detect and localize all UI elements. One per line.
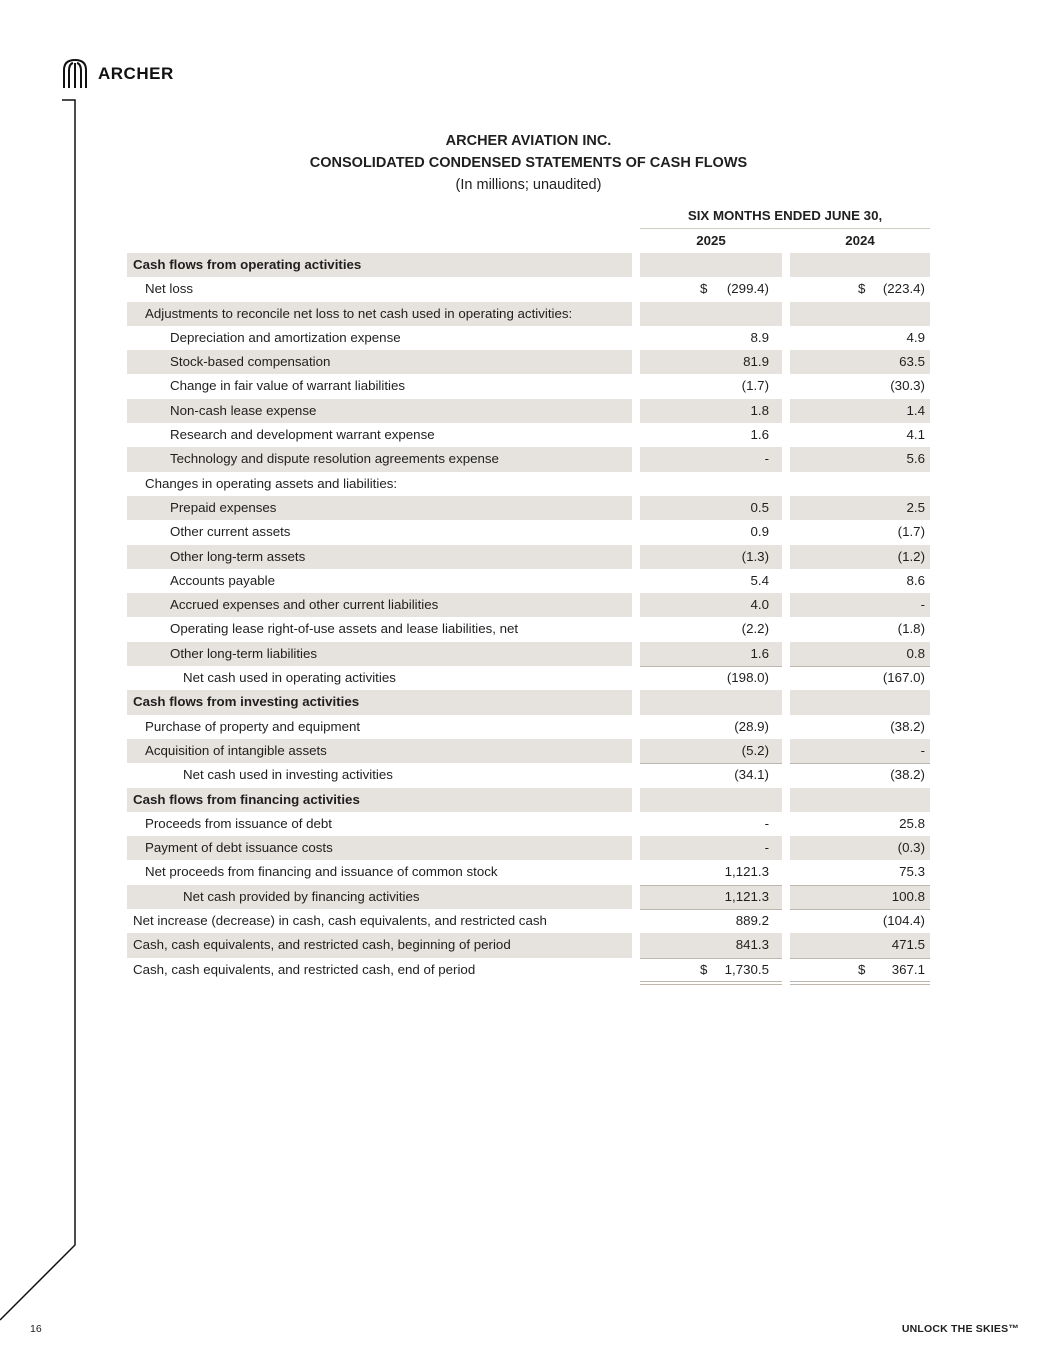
table-row	[127, 447, 930, 471]
value-2025: 8.9	[750, 329, 769, 345]
value-2025: (1.3)	[741, 548, 769, 564]
total-rule	[640, 958, 782, 959]
value-2025: (5.2)	[741, 742, 769, 758]
total-rule	[640, 909, 782, 910]
decorative-side-line	[0, 0, 90, 1330]
column-gap	[632, 447, 640, 471]
table-row	[127, 885, 930, 909]
column-gap	[782, 933, 790, 957]
value-2024: (38.2)	[890, 767, 925, 783]
column-gap	[782, 715, 790, 739]
column-gap	[632, 617, 640, 641]
table-row	[127, 788, 930, 812]
table-row	[127, 909, 930, 933]
statement-units: (In millions; unaudited)	[455, 177, 602, 193]
row-label: Payment of debt issuance costs	[145, 840, 333, 856]
row-label: Research and development warrant expense	[170, 427, 435, 443]
value-2025: 1.6	[750, 427, 769, 443]
column-gap	[632, 812, 640, 836]
table-row	[127, 812, 930, 836]
table-row	[127, 277, 930, 301]
column-gap	[632, 788, 640, 812]
table-row	[127, 302, 930, 326]
column-gap	[782, 812, 790, 836]
row-label: Operating lease right-of-use assets and lease liabilities, net	[170, 621, 519, 637]
total-rule	[640, 763, 782, 764]
row-label: Prepaid expenses	[170, 499, 277, 515]
column-gap	[632, 423, 640, 447]
column-gap	[632, 302, 640, 326]
column-gap	[782, 253, 790, 277]
value-2024: 5.6	[906, 451, 925, 467]
row-label: Adjustments to reconcile net loss to net cash used in operating activities:	[145, 305, 573, 321]
archer-arch-icon	[62, 58, 88, 90]
value-2024: 2.5	[906, 499, 925, 515]
table-row	[127, 642, 930, 666]
value-2024: 0.8	[906, 645, 925, 661]
row-label: Accounts payable	[170, 572, 275, 588]
statement-title: CONSOLIDATED CONDENSED STATEMENTS OF CASH FLOWS	[309, 155, 748, 171]
row-label: Change in fair value of warrant liabilities	[170, 378, 406, 394]
row-label: Stock-based compensation	[170, 354, 331, 370]
value-2025: 4.0	[750, 597, 769, 613]
table-row	[127, 715, 930, 739]
row-label: Other long-term assets	[170, 548, 306, 564]
column-gap	[782, 374, 790, 398]
double-underline	[790, 981, 930, 985]
row-label: Net loss	[145, 281, 194, 297]
column-gap	[782, 326, 790, 350]
row-label: Proceeds from issuance of debt	[145, 815, 332, 831]
total-rule	[790, 885, 930, 886]
column-gap	[632, 326, 640, 350]
column-gap	[632, 860, 640, 884]
table-row	[127, 666, 930, 690]
value-2024: 25.8	[899, 815, 925, 831]
column-gap	[632, 739, 640, 763]
total-rule	[790, 958, 930, 959]
total-rule	[790, 666, 930, 667]
table-row	[127, 836, 930, 860]
value-2024: 471.5	[891, 937, 925, 953]
value-2025: 1.8	[750, 402, 769, 418]
column-gap	[632, 958, 640, 982]
column-gap	[632, 277, 640, 301]
currency-symbol: $	[700, 281, 708, 297]
total-rule	[790, 909, 930, 910]
row-label: Other current assets	[170, 524, 291, 540]
value-2024: -	[920, 742, 925, 758]
currency-symbol: $	[858, 281, 866, 297]
table-row	[127, 326, 930, 350]
row-label: Technology and dispute resolution agreements expense	[170, 451, 499, 467]
row-label: Cash, cash equivalents, and restricted cash, beginning of period	[133, 937, 511, 953]
column-gap	[782, 617, 790, 641]
value-2024: (104.4)	[882, 913, 925, 929]
value-2024: 367.1	[891, 961, 925, 977]
column-gap	[632, 545, 640, 569]
row-label: Net cash used in operating activities	[183, 670, 396, 686]
row-label: Accrued expenses and other current liabilities	[170, 597, 439, 613]
table-row	[127, 569, 930, 593]
column-gap	[782, 496, 790, 520]
value-2025: 0.5	[750, 499, 769, 515]
row-label: Other long-term liabilities	[170, 645, 318, 661]
column-gap	[632, 399, 640, 423]
value-2025: (198.0)	[726, 670, 769, 686]
value-2025: 1,730.5	[724, 961, 769, 977]
column-gap	[632, 836, 640, 860]
table-row	[127, 933, 930, 957]
column-gap	[632, 690, 640, 714]
double-underline	[640, 981, 782, 985]
column-gap	[782, 520, 790, 544]
column-gap	[782, 885, 790, 909]
value-2025: (28.9)	[734, 718, 769, 734]
company-name: ARCHER AVIATION INC.	[445, 133, 612, 149]
column-gap	[782, 593, 790, 617]
logo-text: ARCHER	[98, 64, 174, 83]
column-gap	[782, 447, 790, 471]
column-gap	[782, 860, 790, 884]
column-gap	[782, 666, 790, 690]
column-gap	[782, 350, 790, 374]
column-gap	[632, 253, 640, 277]
value-2025: -	[764, 451, 769, 467]
table-row	[127, 593, 930, 617]
row-label: Net cash provided by financing activities	[183, 888, 420, 904]
value-2025: (299.4)	[726, 281, 769, 297]
page-number: 16	[30, 1323, 42, 1335]
row-label: Acquisition of intangible assets	[145, 742, 327, 758]
table-row	[127, 958, 930, 982]
value-2025: (1.7)	[741, 378, 769, 394]
table-row	[127, 496, 930, 520]
column-gap	[632, 642, 640, 666]
row-label: Cash flows from financing activities	[133, 791, 360, 807]
column-gap	[782, 472, 790, 496]
value-2025: 1,121.3	[724, 888, 769, 904]
value-2024: -	[920, 597, 925, 613]
value-2025: (34.1)	[734, 767, 769, 783]
value-2024: (38.2)	[890, 718, 925, 734]
value-2024: 4.9	[906, 329, 925, 345]
column-gap	[632, 715, 640, 739]
value-2025: 1.6	[750, 645, 769, 661]
value-2024: 75.3	[899, 864, 925, 880]
value-2024: (1.2)	[897, 548, 925, 564]
column-gap	[632, 933, 640, 957]
row-label: Net increase (decrease) in cash, cash equivalents, and restricted cash	[133, 913, 547, 929]
table-row	[127, 763, 930, 787]
value-2025: 1,121.3	[724, 864, 769, 880]
table-row	[127, 423, 930, 447]
column-gap	[782, 690, 790, 714]
column-gap	[782, 302, 790, 326]
column-gap	[632, 350, 640, 374]
table-row	[127, 374, 930, 398]
value-2025: 5.4	[750, 572, 769, 588]
row-label: Non-cash lease expense	[170, 402, 317, 418]
table-body	[127, 253, 930, 982]
total-rule	[790, 763, 930, 764]
table-row	[127, 690, 930, 714]
total-rule	[640, 885, 782, 886]
column-gap	[632, 885, 640, 909]
column-gap	[782, 399, 790, 423]
value-2025: 889.2	[735, 913, 769, 929]
row-label: Cash flows from operating activities	[133, 257, 362, 272]
table-row	[127, 520, 930, 544]
footer-tagline: UNLOCK THE SKIES™	[901, 1323, 1019, 1335]
row-label: Purchase of property and equipment	[145, 718, 361, 734]
column-gap	[632, 569, 640, 593]
column-gap	[782, 958, 790, 982]
row-label: Changes in operating assets and liabilities:	[145, 475, 398, 491]
value-2024: (30.3)	[890, 378, 925, 394]
year-header-2024: 2024	[790, 228, 930, 254]
archer-logo	[62, 58, 174, 90]
value-2024: (1.8)	[897, 621, 925, 637]
column-gap	[632, 496, 640, 520]
table-row	[127, 399, 930, 423]
row-label: Depreciation and amortization expense	[170, 329, 401, 345]
column-gap	[632, 909, 640, 933]
column-gap	[782, 788, 790, 812]
value-2024: 63.5	[899, 354, 925, 370]
value-2025: 841.3	[735, 937, 769, 953]
value-2024: (223.4)	[882, 281, 925, 297]
table-row	[127, 739, 930, 763]
value-2024: 8.6	[906, 572, 925, 588]
column-gap	[632, 593, 640, 617]
value-2024: 4.1	[906, 427, 925, 443]
column-gap	[782, 909, 790, 933]
column-gap	[782, 763, 790, 787]
column-gap	[782, 545, 790, 569]
value-2025: -	[764, 840, 769, 856]
period-header: SIX MONTHS ENDED JUNE 30,	[640, 203, 930, 229]
column-gap	[632, 763, 640, 787]
column-gap	[782, 423, 790, 447]
table-row	[127, 472, 930, 496]
table-row	[127, 545, 930, 569]
row-label: Net proceeds from financing and issuance of common stock	[145, 864, 498, 880]
row-label: Cash, cash equivalents, and restricted cash, end of period	[133, 961, 476, 977]
value-2024: (1.7)	[897, 524, 925, 540]
value-2024: 1.4	[906, 402, 925, 418]
currency-symbol: $	[858, 961, 866, 977]
column-gap	[632, 666, 640, 690]
value-2024: (167.0)	[882, 670, 925, 686]
value-2024: (0.3)	[897, 840, 925, 856]
value-2025: 0.9	[750, 524, 769, 540]
column-gap	[632, 472, 640, 496]
column-gap	[782, 642, 790, 666]
value-2025: 81.9	[743, 354, 769, 370]
table-row	[127, 617, 930, 641]
table-row	[127, 860, 930, 884]
statement-header	[127, 130, 930, 196]
year-header-2025: 2025	[640, 228, 782, 254]
table-row	[127, 350, 930, 374]
column-gap	[782, 569, 790, 593]
table-row	[127, 253, 930, 277]
row-label: Cash flows from investing activities	[133, 694, 360, 710]
row-label: Net cash used in investing activities	[183, 767, 393, 783]
column-gap	[782, 277, 790, 301]
value-2024: 100.8	[891, 888, 925, 904]
column-gap	[782, 739, 790, 763]
total-rule	[640, 666, 782, 667]
column-gap	[632, 374, 640, 398]
value-2025: -	[764, 815, 769, 831]
column-gap	[782, 836, 790, 860]
column-gap	[632, 520, 640, 544]
currency-symbol: $	[700, 961, 708, 977]
value-2025: (2.2)	[741, 621, 769, 637]
